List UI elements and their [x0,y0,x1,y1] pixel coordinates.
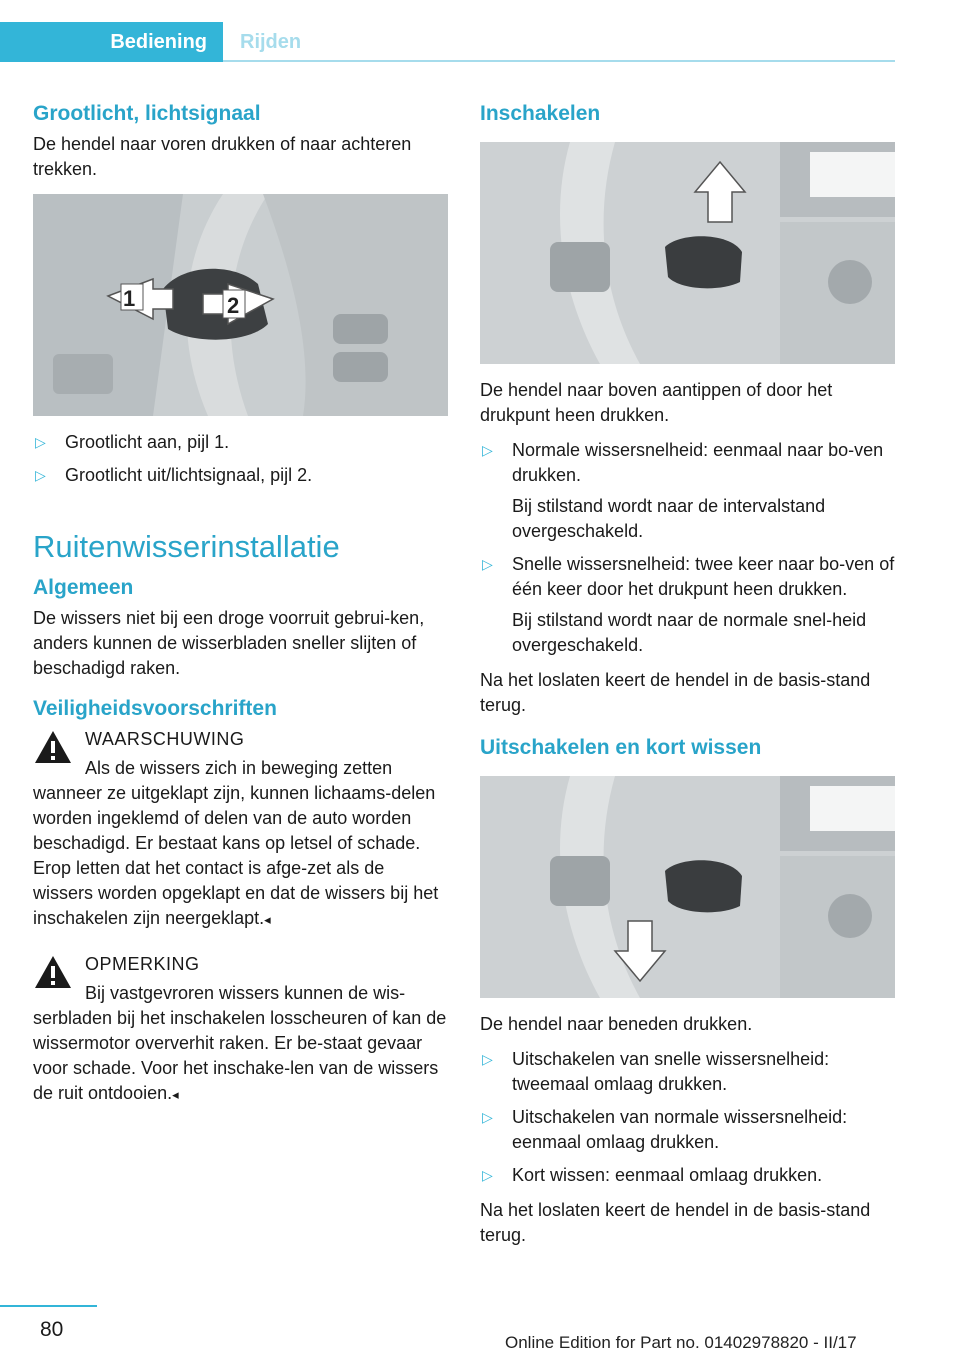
algemeen-text: De wissers niet bij een droge voorruit gebrui-ken, anders kunnen de wisserbladen sneller slijten of beschadigd raken. [33,608,425,678]
bullet-icon: ▷ [35,434,46,450]
note-text: Bij vastgevroren wissers kunnen de wis-serbladen bij het inschakelen losscheuren of kan de wissermotor oververhit raken. Er be-staat gevaar voor schade. Voor het inschake-len van de wissers de ruit ontdooien.◂ [33,983,447,1103]
uitschakelen-text: De hendel naar beneden drukken. [480,1014,753,1034]
list-item: ▷ Uitschakelen van snelle wissersnelheid: tweemaal omlaag drukken. [482,1049,830,1094]
bullet-icon: ▷ [482,1167,493,1183]
uitschakelen-list [480,1047,895,1188]
footer-rule [0,1305,97,1307]
figure-label-2: 2 [227,293,240,318]
warning-text: Als de wissers zich in beweging zetten wanneer ze uitgeklapt zijn, kunnen lichaams-delen worden ingeklemd of delen van de auto worden beschadigd. Er bestaat kans op letsel of schade. Erop letten dat het contact is afge-zet als de wissers worden opgeklapt en dat de wissers bij het inschakelen zijn neergeklapt.◂ [33,758,439,928]
grootlicht-text: De hendel naar voren drukken of naar achteren trekken. [33,134,412,179]
note-block [33,952,448,1107]
after-text-1: Na het loslaten keert de hendel in de basis-stand terug. [480,670,871,715]
list-item: ▷ Grootlicht uit/lichtsignaal, pijl 2. [33,463,448,488]
bullet-icon: ▷ [482,1051,493,1067]
warning-icon [33,729,73,765]
section-title-veiligheid: Veiligheidsvoorschriften [33,697,277,720]
end-mark: ◂ [172,1087,179,1102]
tab-rijden[interactable]: Rijden [240,30,302,53]
header-tabs [0,22,895,62]
left-column [33,100,448,1113]
tab-bediening[interactable]: Bediening [0,22,223,62]
list-item: ▷ Uitschakelen van normale wissersnelheid: eenmaal omlaag drukken. [482,1107,848,1152]
figure-label-1: 1 [123,286,136,311]
warning-title: WAARSCHUWING [85,729,245,749]
section-title-grootlicht: Grootlicht, lichtsignaal [33,102,261,125]
list-item: ▷ Kort wissen: eenmaal omlaag drukken. [480,1163,895,1188]
section-title-inschakelen: Inschakelen [480,102,601,125]
section-title-algemeen: Algemeen [33,576,134,599]
bullet-icon: ▷ [35,467,46,483]
figure-wiper-lever-up [480,142,895,364]
after-text-2: Na het loslaten keert de hendel in de basis-stand terug. [480,1200,871,1245]
bullet-icon: ▷ [482,442,493,458]
section-title-ruitenwisser: Ruitenwisserinstallatie [33,529,340,564]
figure-high-beam-lever [33,194,448,416]
note-title: OPMERKING [85,954,200,974]
header-rule [223,60,895,62]
high-beam-list [33,430,448,488]
end-mark: ◂ [264,912,271,927]
list-item: ▷ Normale wissersnelheid: eenmaal naar bo-ven drukken. Bij stilstand wordt naar de intervalstand overgeschakeld. [482,440,884,541]
inschakelen-list [480,438,895,658]
warning-icon [33,954,73,990]
section-title-uitschakelen: Uitschakelen en kort wissen [480,736,762,759]
figure-wiper-lever-down [480,776,895,998]
right-column [480,100,895,1258]
bullet-icon: ▷ [482,556,493,572]
list-item: ▷ Grootlicht aan, pijl 1. [33,430,448,455]
page-number: 80 [40,1318,64,1341]
footer-edition: Online Edition for Part no. 01402978820 - II/17 [505,1333,857,1352]
list-item: ▷ Snelle wissersnelheid: twee keer naar bo-ven of één keer door het drukpunt heen drukken. Bij stilstand wordt naar de normale snel-heid overgeschakeld. [482,554,895,655]
bullet-icon: ▷ [482,1109,493,1125]
warning-block [33,727,448,932]
inschakelen-text: De hendel naar boven aantippen of door het drukpunt heen drukken. [480,380,833,425]
